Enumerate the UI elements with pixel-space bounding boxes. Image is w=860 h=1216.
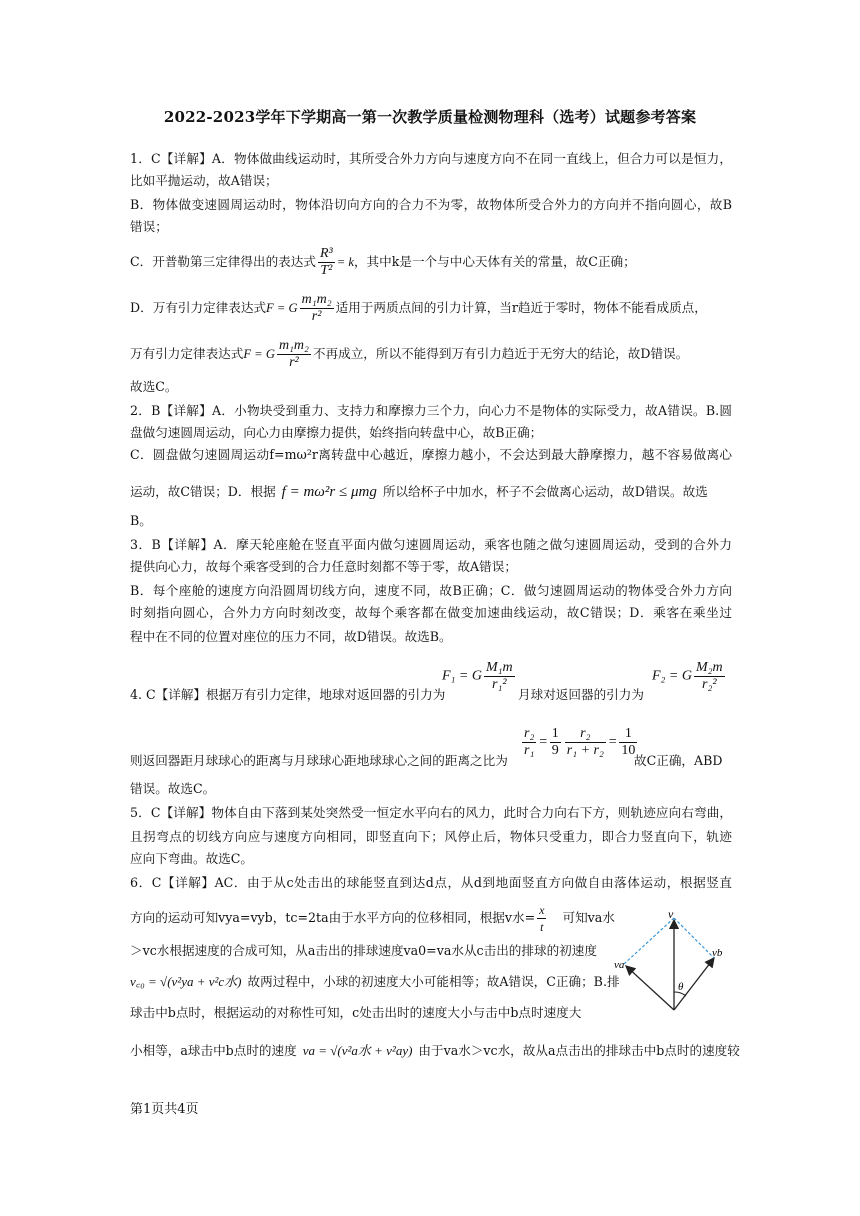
q1-line-g: [130, 336, 732, 372]
va-label: va: [614, 959, 625, 971]
ratio-equation: [520, 726, 639, 759]
q1-line-h: 故选C。: [130, 379, 178, 394]
f2-equation: [652, 660, 727, 693]
dashed-line-left: [624, 918, 674, 964]
q6-line-f-pre: 小相等，a球击中b点时的速度: [130, 1043, 297, 1058]
q3-line-a: 3．B【详解】A．摩天轮座舱在竖直平面内做匀速圆周运动，乘客也随之做匀速圆周运动，受到的合外力: [130, 537, 732, 552]
va-vector: [626, 966, 674, 1010]
ratio-d-num: 1: [619, 726, 637, 743]
q6-line-c: ＞vc水根据速度的合成可知，从a击出的排球速度va0=va水从c击出的排球的初速度: [130, 943, 597, 958]
vc0-equation: v꜀₀ = √(v²ya + v²c水): [130, 974, 242, 989]
ratio-b: [550, 726, 561, 759]
kepler-fraction: [318, 246, 335, 279]
q5-line-c: 应向下弯曲。故选C。: [130, 851, 253, 866]
grav-lhs-2: F = G: [243, 347, 275, 361]
page-footer: 第1页共4页: [130, 1102, 199, 1117]
q3-line-c: B．每个座舱的速度方向沿圆周切线方向，速度不同，故B正确；C．做匀速圆周运动的物体受合外力方向: [130, 583, 732, 598]
q6-line-b-post: 可知va水: [562, 910, 615, 925]
q5-line-b: 且拐弯点的切线方向应与速度方向相同，即竖直向下；风停止后，物体只受重力，即合力竖直向下，轨迹: [130, 829, 732, 844]
ratio-c: [565, 726, 606, 759]
v-label: v: [668, 907, 674, 921]
kepler-rhs: = k: [336, 255, 354, 269]
f2-num: M₂m: [695, 660, 723, 675]
grav-fraction: [300, 292, 334, 325]
q3-line-b: 提供向心力，故每个乘客受到的合力任意时刻都不等于零，故A错误；: [130, 559, 517, 574]
v-num: x: [539, 903, 545, 917]
ratio-b-den: 9: [551, 743, 559, 758]
q5-line-a: 5．C【详解】物体自由下落到某处突然受一恒定水平向右的风力，此时合力向右下方，则轨迹应向右弯曲，: [130, 805, 732, 820]
va-equation: va = √(v²a水 + v²ay): [302, 1043, 413, 1058]
q2-line-d-pre: 运动，故C错误；D．根据: [130, 484, 276, 499]
q6-line-f: [130, 1036, 740, 1066]
q2-line-e: B。: [130, 513, 152, 528]
f2-den: r₂²: [702, 677, 717, 692]
q4-line-c: 错误。故选C。: [130, 781, 216, 796]
grav-den-2: r²: [289, 355, 299, 370]
grav-lhs: F = G: [266, 301, 298, 315]
q1-line-e-post: ，其中k是一个与中心天体有关的常量，故C正确；: [353, 254, 636, 269]
kepler-num: R³: [319, 246, 333, 261]
q6-line-b: [130, 900, 615, 936]
q4-line-b-post: 故C正确，ABD: [634, 753, 723, 768]
grav-num: m₁m₂: [301, 292, 332, 307]
q2-line-d: [130, 478, 732, 506]
q1-line-f-pre: D．万有引力定律表达式: [130, 300, 267, 315]
vb-label: vb: [712, 947, 723, 959]
ratio-a-num: r₂: [524, 726, 535, 741]
q1-line-g-post: 不再成立，所以不能得到万有引力趋近于无穷大的结论，故D错误。: [312, 346, 689, 361]
q2-line-a: 2．B【详解】A．小物块受到重力、支持力和摩擦力三个力，向心力不是物体的实际受力，故A错误。B.圆: [130, 403, 732, 418]
q3-line-e: 程中在不同的位置对座位的压力不同，故D错误。故选B。: [130, 629, 452, 644]
q3-line-d: 时刻指向圆心，合外力方向时刻改变，故每个乘客都在做变加速曲线运动，故C错误；D．乘客在乘坐过: [130, 605, 732, 620]
q6-line-b-pre: 方向的运动可知vya=vyb，tc=2ta由于水平方向的位移相同，根据v水=: [130, 910, 536, 925]
q1-line-f: [130, 290, 732, 326]
q4-line-a-mid: 月球对返回器的引力为: [518, 687, 644, 702]
page-title: 2022-2023学年下学期高一第一次教学质量检测物理科（选考）试题参考答案: [163, 108, 697, 126]
ratio-a-den: r₁: [524, 743, 535, 758]
f2-fraction: [694, 660, 725, 693]
q1-line-f-post: 适用于两质点间的引力计算，当r趋近于零时，物体不能看成质点，: [335, 300, 707, 315]
q1-line-e: [130, 244, 732, 280]
q6-line-a: 6．C【详解】AC．由于从c处击出的球能竖直到达d点，从d到地面竖直方向做自由落体运动，根据竖直: [130, 875, 732, 890]
q1-line-d: 错误；: [130, 219, 168, 234]
q1-line-c: B．物体做变速圆周运动时，物体沿切向方向的合力不为零，故物体所受合外力的方向并不指向圆心，故B: [130, 197, 732, 212]
f1-num: M₁m: [485, 660, 513, 675]
f2-lhs: F₂ = G: [652, 668, 692, 684]
theta-label: θ: [678, 981, 684, 993]
grav-fraction-2: [277, 338, 311, 371]
q6-line-f-post: 由于va水＞vc水，故从a点击出的排球击中b点时的速度较: [418, 1043, 740, 1058]
ratio-d-den: 10: [621, 743, 636, 758]
ratio-b-num: 1: [551, 726, 559, 741]
q2-line-b: 盘做匀速圆周运动，向心力由摩擦力提供，始终指向转盘中心，故B正确；: [130, 425, 543, 440]
velocity-diagram: [608, 906, 732, 1016]
ratio-eq-2: =: [607, 734, 618, 750]
q4-line-b-pre: 则返回器距月球球心的距离与月球球心距地球球心之间的距离之比为: [130, 753, 508, 768]
ratio-c-den: r₁ + r₂: [566, 743, 604, 758]
friction-inequality: f = mω²r ≤ μmg: [281, 484, 377, 500]
q1-line-g-pre: 万有引力定律表达式: [130, 346, 244, 361]
q1-line-e-pre: C．开普勒第三定律得出的表达式: [130, 254, 316, 269]
q2-line-c: C．圆盘做匀速圆周运动f=mω²r离转盘中心越近，摩擦力越小，不会达到最大静摩擦力，越不容易做离心: [130, 447, 732, 462]
q6-line-e: 球击中b点时，根据运动的对称性可知，c处击出时的速度大小与击中b点时速度大: [130, 1005, 582, 1020]
q2-line-d-post: 所以给杯子中加水，杯子不会做离心运动，故D错误。故选: [382, 484, 708, 499]
grav-num-2: m₁m₂: [278, 338, 309, 353]
ratio-c-num: r₂: [565, 726, 606, 743]
ratio-a: [522, 726, 536, 759]
v-fraction: [537, 902, 546, 935]
q6-line-d: [130, 968, 620, 996]
q4-line-a-pre: 4. C【详解】根据万有引力定律，地球对返回器的引力为: [130, 687, 446, 702]
q1-line-b: 比如平抛运动，故A错误；: [130, 173, 278, 188]
f1-den: r₁²: [492, 677, 507, 692]
q6-line-d-post: 故两过程中，小球的初速度大小可能相等；故A错误，C正确；B.排: [247, 974, 620, 989]
f1-equation: [442, 660, 517, 693]
q1-line-a: 1．C【详解】A．物体做曲线运动时，其所受合外力方向与速度方向不在同一直线上，但合力可以是恒力，: [130, 151, 732, 166]
f1-fraction: [484, 660, 515, 693]
grav-den: r²: [311, 309, 322, 324]
kepler-den: T²: [320, 263, 333, 278]
dashed-line-right: [674, 918, 714, 958]
v-den: t: [540, 920, 544, 934]
ratio-eq-1: =: [538, 734, 548, 750]
f1-lhs: F₁ = G: [442, 668, 482, 684]
